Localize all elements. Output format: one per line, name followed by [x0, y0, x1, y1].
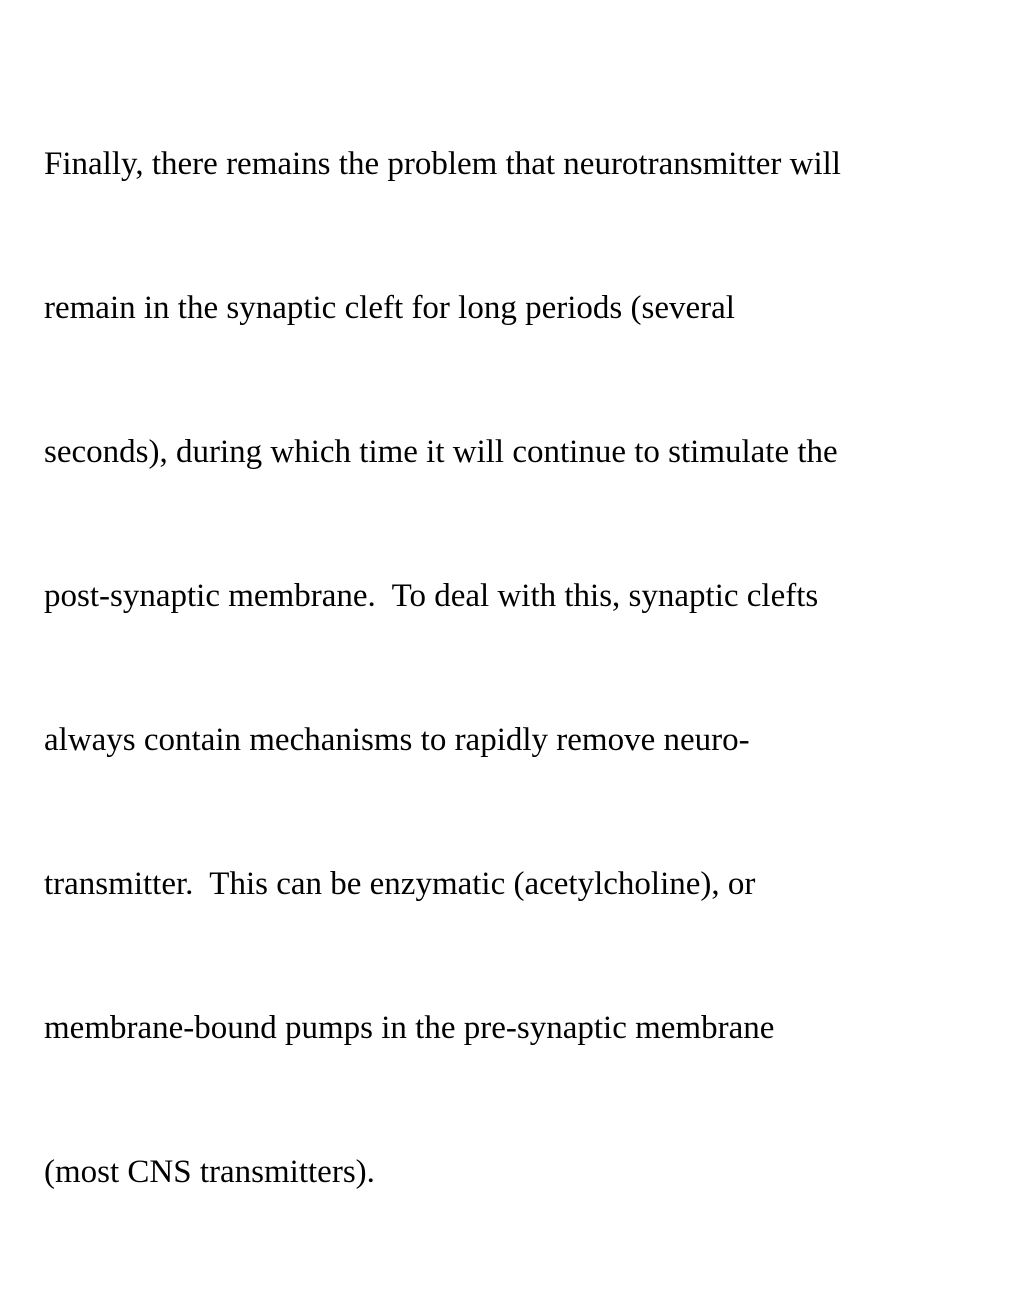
- paragraph-line: membrane-bound pumps in the pre-synaptic membrane: [44, 1010, 775, 1046]
- paragraph-line: transmitter. This can be enzymatic (acetylcholine), or: [44, 866, 756, 902]
- paragraph-line: (most CNS transmitters).: [44, 1154, 375, 1190]
- body-paragraph: [44, 44, 1019, 1292]
- paragraph-line: Finally, there remains the problem that neurotransmitter will: [44, 146, 841, 182]
- paragraph-line: remain in the synaptic cleft for long periods (several: [44, 290, 735, 326]
- paragraph-line: seconds), during which time it will continue to stimulate the: [44, 434, 838, 470]
- paragraph-line: always contain mechanisms to rapidly remove neuro-: [44, 722, 750, 758]
- paragraph-line: post-synaptic membrane. To deal with this, synaptic clefts: [44, 578, 819, 614]
